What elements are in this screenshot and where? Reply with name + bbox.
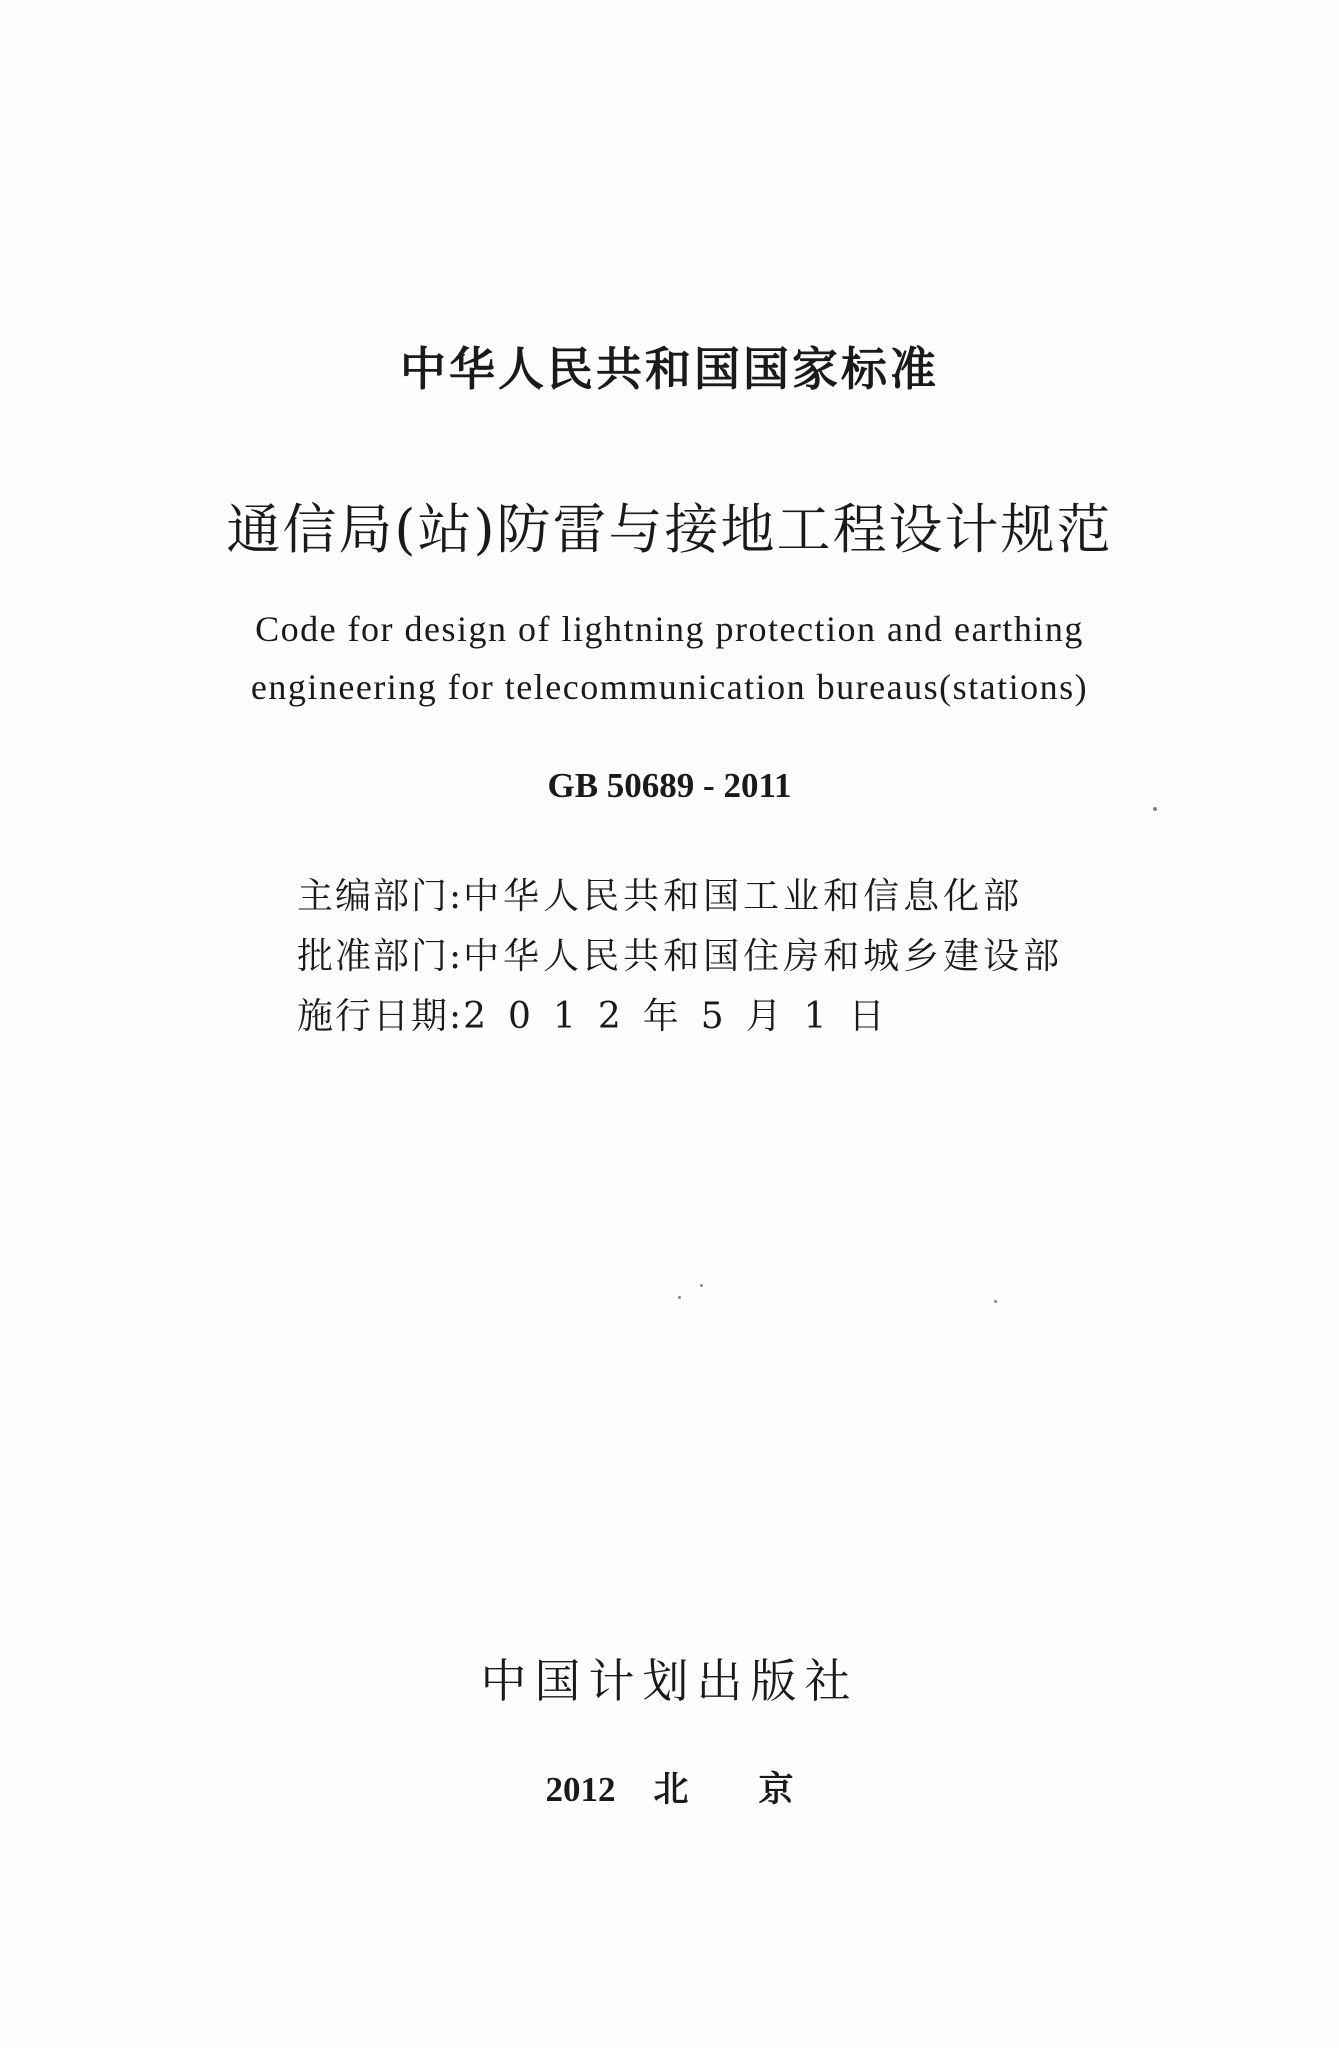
imprint — [0, 1762, 1339, 1812]
title-english-line-2: engineering for telecommunication bureaus(stations) — [250, 667, 1089, 707]
standard-number: GB 50689 - 2011 — [547, 766, 792, 805]
info-value: 2012年5月1日 — [463, 996, 907, 1037]
imprint-city-char-1: 北 — [653, 1770, 689, 1809]
scan-speck — [1153, 807, 1157, 811]
info-label: 施行日期: — [297, 996, 464, 1037]
publisher: 中国计划出版社 — [480, 1654, 859, 1708]
scan-speck — [994, 1300, 997, 1303]
info-value: 中华人民共和国工业和信息化部 — [463, 876, 1024, 917]
scan-speck — [700, 1284, 703, 1287]
title-chinese: 通信局(站)防雷与接地工程设计规范 — [226, 498, 1113, 561]
scan-speck — [678, 1296, 681, 1299]
info-row-chief-editor — [297, 868, 1023, 919]
info-label: 批准部门: — [297, 936, 464, 977]
info-row-approval — [297, 928, 1063, 979]
series-title: 中华人民共和国国家标准 — [400, 342, 939, 396]
info-row-effective-date — [297, 988, 907, 1039]
title-english-line-1: Code for design of lightning protection and earthing — [255, 609, 1084, 649]
imprint-city-char-2: 京 — [758, 1770, 794, 1809]
info-label: 主编部门: — [297, 876, 464, 917]
imprint-year: 2012 — [545, 1770, 616, 1809]
info-value: 中华人民共和国住房和城乡建设部 — [463, 936, 1064, 977]
